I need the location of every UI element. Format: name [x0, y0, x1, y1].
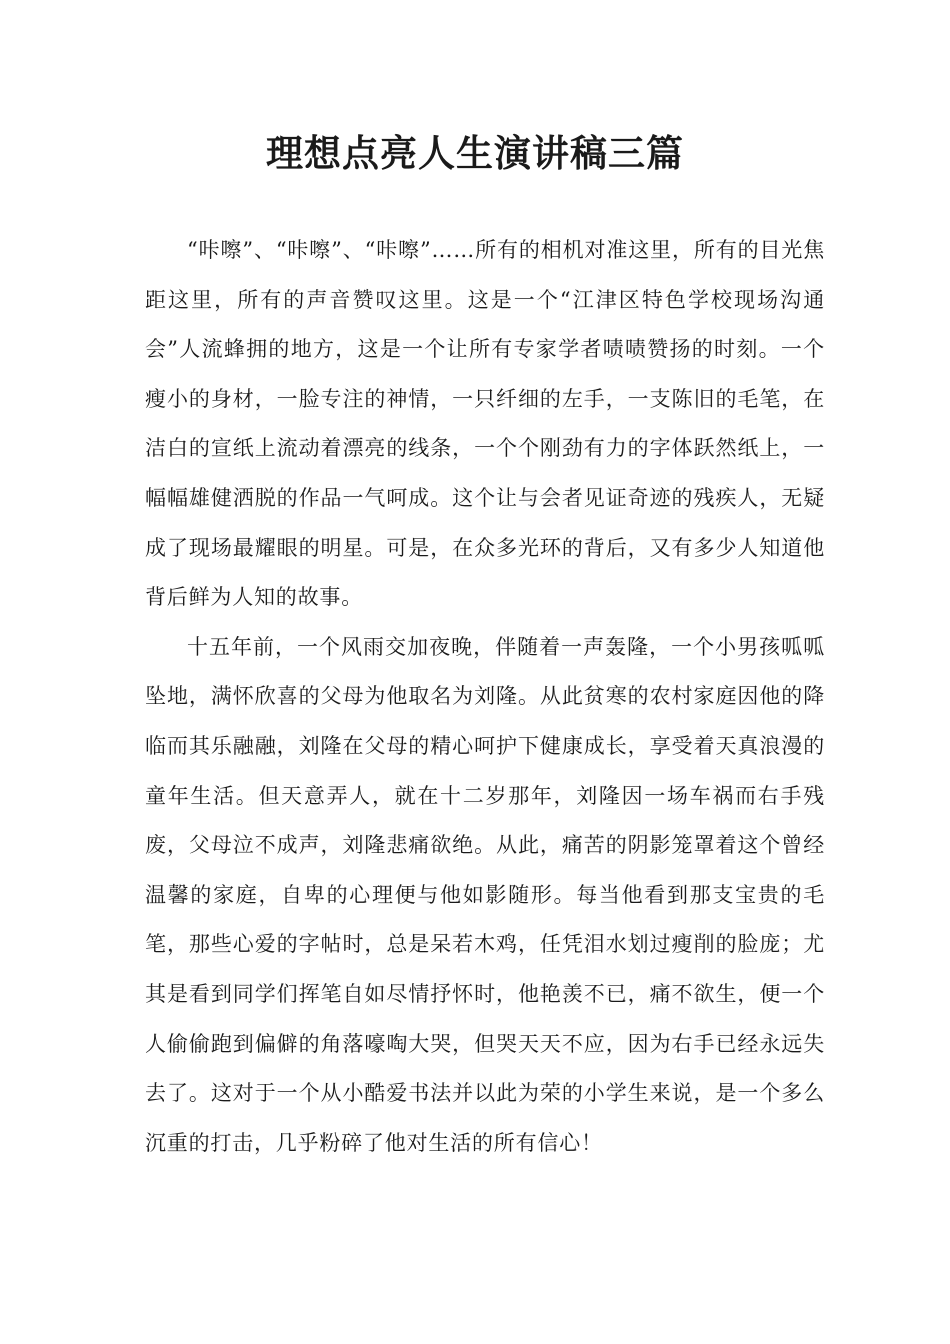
document-body: [145, 226, 825, 1168]
paragraph-2: 十五年前，一个风雨交加夜晚，伴随着一声轰隆，一个小男孩呱呱坠地，满怀欣喜的父母为他取名为刘隆。从此贫寒的农村家庭因他的降临而其乐融融，刘隆在父母的精心呵护下健康成长，享受着天真浪漫的童年生活。但天意弄人，就在十二岁那年，刘隆因一场车祸而右手残废，父母泣不成声，刘隆悲痛欲绝。从此，痛苦的阴影笼罩着这个曾经温馨的家庭，自卑的心理便与他如影随形。每当他看到那支宝贵的毛笔，那些心爱的字帖时，总是呆若木鸡，任凭泪水划过瘦削的脸庞；尤其是看到同学们挥笔自如尽情抒怀时，他艳羡不已，痛不欲生，便一个人偷偷跑到偏僻的角落嚎啕大哭，但哭天天不应，因为右手已经永远失去了。这对于一个从小酷爱书法并以此为荣的小学生来说，是一个多么沉重的打击，几乎粉碎了他对生活的所有信心！: [145, 634, 825, 1155]
paragraph-1: “咔嚓”、“咔嚓”、“咔嚓”……所有的相机对准这里，所有的目光焦距这里，所有的声音赞叹这里。这是一个“江津区特色学校现场沟通会”人流蜂拥的地方，这是一个让所有专家学者啧啧赞扬的时刻。一个瘦小的身材，一脸专注的神情，一只纤细的左手，一支陈旧的毛笔，在洁白的宣纸上流动着漂亮的线条，一个个刚劲有力的字体跃然纸上，一幅幅雄健洒脱的作品一气呵成。这个让与会者见证奇迹的残疾人，无疑成了现场最耀眼的明星。可是，在众多光环的背后，又有多少人知道他背后鲜为人知的故事。: [145, 238, 825, 610]
page-title: 理想点亮人生演讲稿三篇: [266, 132, 684, 175]
